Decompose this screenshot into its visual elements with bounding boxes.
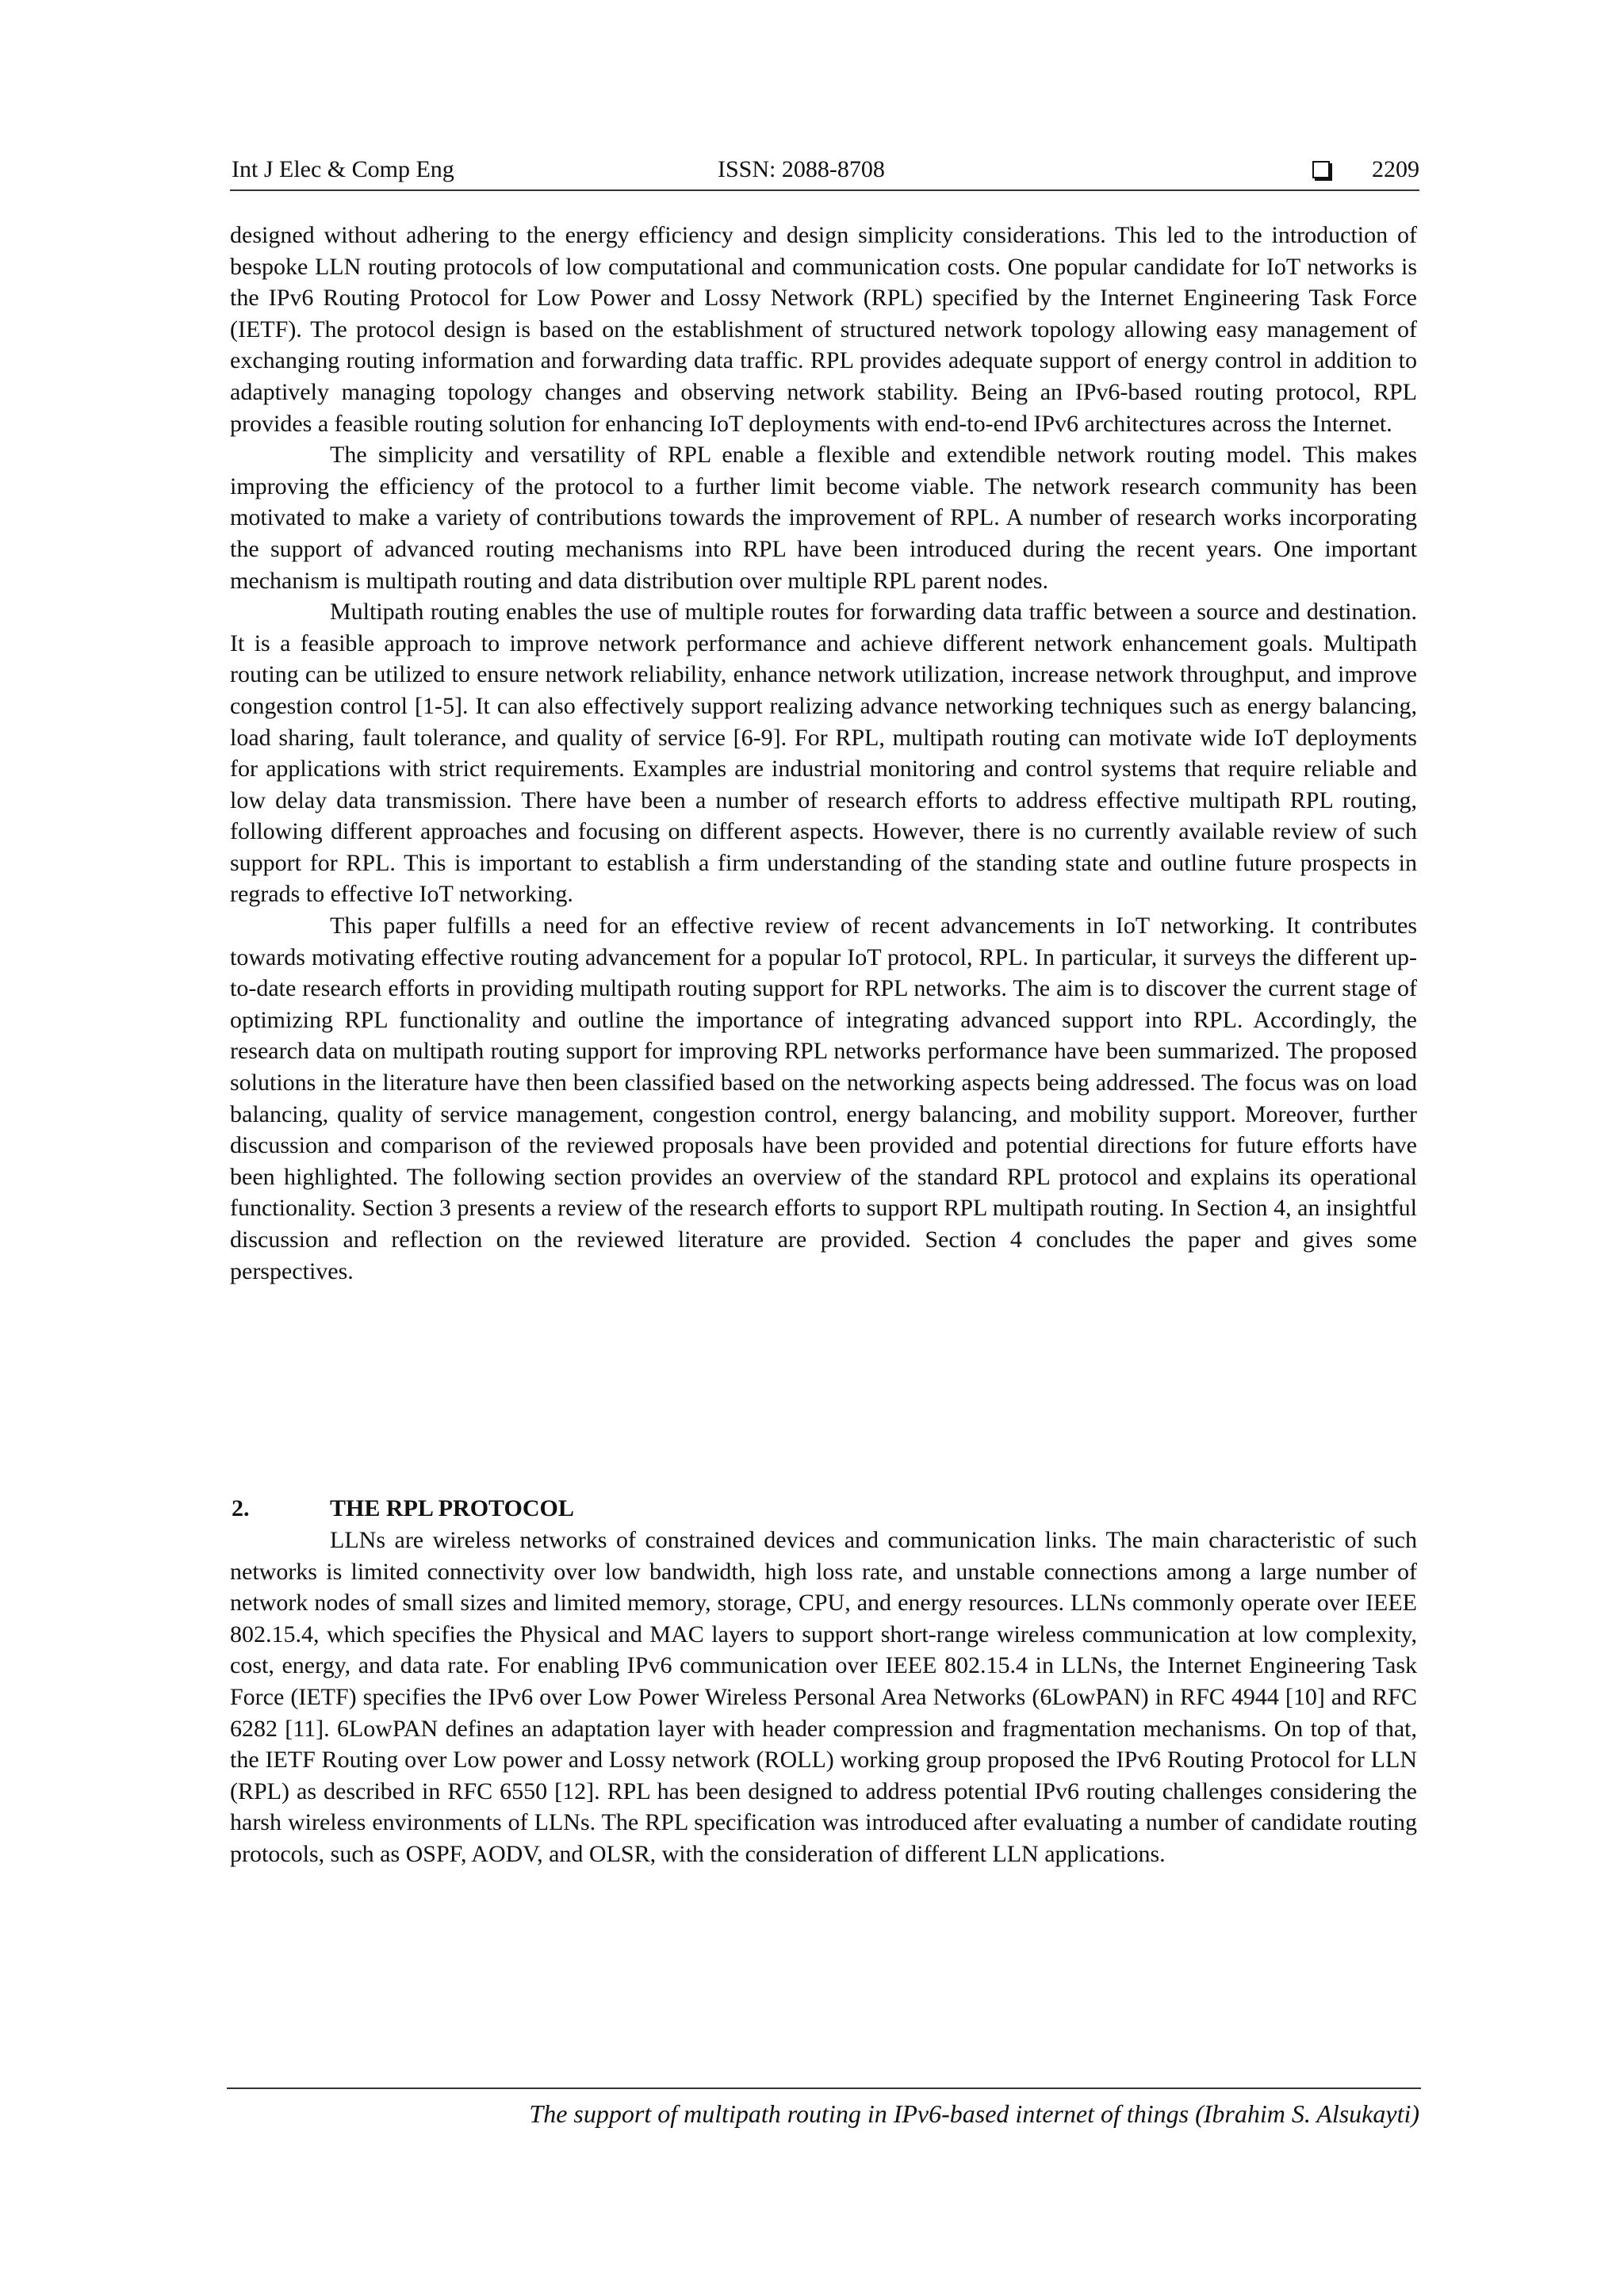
intro-paragraph-4: This paper fulfills a need for an effective review of recent advancements in IoT networking. It contributes towards motivating effective routing advancement for a popular IoT protocol, RPL. In particular, it surveys the different up-to-date research efforts in providing multipath routing support for RPL networks. The aim is to discover the current stage of optimizing RPL functionality and outline the importance of integrating advanced support into RPL. Accordingly, the research data on multipath routing support for improving RPL networks performance have been summarized. The proposed solutions in the literature have then been classified based on the networking aspects being addressed. The focus was on load balancing, quality of service management, congestion control, energy balancing, and mobility support. Moreover, further discussion and comparison of the reviewed proposals have been provided and potential directions for future efforts have been highlighted. The following section provides an overview of the standard RPL protocol and explains its operational functionality. Section 3 presents a review of the research efforts to support RPL multipath routing. In Section 4, an insightful discussion and reflection on the reviewed literature are provided. Section 4 concludes the paper and gives some perspectives.	[230, 913, 1417, 1284]
intro-paragraph-2: The simplicity and versatility of RPL enable a flexible and extendible network routing model. This makes improving the efficiency of the protocol to a further limit become viable. The network research community has been motivated to make a variety of contributions towards the improvement of RPL. A number of research works incorporating the support of advanced routing mechanisms into RPL have been introduced during the recent years. One important mechanism is multipath routing and data distribution over multiple RPL parent nodes.	[230, 442, 1417, 594]
square-bullet-icon	[1312, 161, 1330, 178]
section-2-body	[230, 1525, 1417, 1870]
running-footer: The support of multipath routing in IPv6-based internet of things (Ibrahim S. Alsukayti)	[529, 2099, 1419, 2128]
section-2-paragraph: LLNs are wireless networks of constrained devices and communication links. The main characteristic of such networks is limited connectivity over low bandwidth, high loss rate, and unstable connections among a large number of network nodes of small sizes and limited memory, storage, CPU, and energy resources. LLNs commonly operate over IEEE 802.15.4, which specifies the Physical and MAC layers to support short-range wireless communication at low complexity, cost, energy, and data rate. For enabling IPv6 communication over IEEE 802.15.4 in LLNs, the Internet Engineering Task Force (IETF) specifies the IPv6 over Low Power Wireless Personal Area Networks (6LowPAN) in RFC 4944 [10] and RFC 6282 [11]. 6LowPAN defines an adaptation layer with header compression and fragmentation mechanisms. On top of that, the IETF Routing over Low power and Lossy network (ROLL) working group proposed the IPv6 Routing Protocol for LLN (RPL) as described in RFC 6550 [12]. RPL has been designed to address potential IPv6 routing challenges considering the harsh wireless environments of LLNs. The RPL specification was introduced after evaluating a number of candidate routing protocols, such as OSPF, AODV, and OLSR, with the consideration of different LLN applications.	[230, 1527, 1417, 1867]
page-header	[230, 155, 1419, 191]
section-heading	[232, 1493, 574, 1525]
introduction-body	[230, 220, 1417, 1287]
section-title: THE RPL PROTOCOL	[330, 1495, 574, 1521]
issn-number: ISSN: 2088-8708	[718, 156, 885, 182]
section-number: 2.	[232, 1495, 250, 1521]
footer-divider	[227, 2087, 1421, 2089]
page-number: 2209	[1372, 156, 1419, 182]
journal-name: Int J Elec & Comp Eng	[232, 156, 454, 182]
intro-paragraph-3: Multipath routing enables the use of multiple routes for forwarding data traffic between a source and destination. It is a feasible approach to improve network performance and achieve different network enhancement goals. Multipath routing can be utilized to ensure network reliability, enhance network utilization, increase network throughput, and improve congestion control [1-5]. It can also effectively support realizing advance networking techniques such as energy balancing, load sharing, fault tolerance, and quality of service [6-9]. For RPL, multipath routing can motivate wide IoT deployments for applications with strict requirements. Examples are industrial monitoring and control systems that require reliable and low delay data transmission. There have been a number of research efforts to address effective multipath RPL routing, following different approaches and focusing on different aspects. However, there is no currently available review of such support for RPL. This is important to establish a firm understanding of the standing state and outline future prospects in regrads to effective IoT networking.	[230, 599, 1417, 908]
intro-paragraph-1: designed without adhering to the energy efficiency and design simplicity considerations. This led to the introduction of bespoke LLN routing protocols of low computational and communication costs. One popular candidate for IoT networks is the IPv6 Routing Protocol for Low Power and Lossy Network (RPL) specified by the Internet Engineering Task Force (IETF). The protocol design is based on the establishment of structured network topology allowing easy management of exchanging routing information and forwarding data traffic. RPL provides adequate support of energy control in addition to adaptively managing topology changes and observing network stability. Being an IPv6-based routing protocol, RPL provides a feasible routing solution for enhancing IoT deployments with end-to-end IPv6 architectures across the Internet.	[230, 222, 1417, 437]
